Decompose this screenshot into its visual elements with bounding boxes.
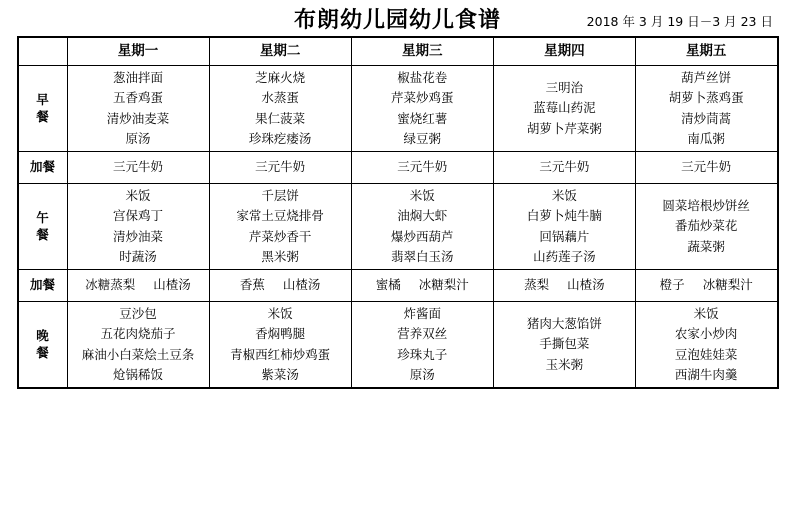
menu-item: 玉米粥 — [545, 356, 584, 372]
menu-cell — [635, 302, 777, 389]
menu-item: 炸酱面 — [403, 306, 441, 321]
menu-item: 豆泡娃娃菜 — [674, 346, 738, 362]
row-label-line: 餐 — [36, 226, 49, 242]
menu-item: 绿豆粥 — [403, 130, 441, 146]
menu-item: 葱油拌面 — [113, 70, 164, 85]
menu-item: 蒸梨 — [524, 277, 550, 293]
row-label-breakfast — [18, 66, 68, 152]
menu-item: 三元牛奶 — [113, 159, 164, 175]
row-label-line: 午 — [36, 209, 49, 225]
menu-item: 三元牛奶 — [681, 159, 732, 175]
menu-item: 清炒茼蒿 — [681, 110, 732, 126]
menu-item: 芹菜炒鸡蛋 — [390, 90, 454, 106]
menu-item: 农家小炒肉 — [674, 326, 738, 342]
menu-cell — [635, 270, 777, 302]
menu-cell — [67, 270, 209, 302]
menu-item: 米饭 — [125, 188, 151, 203]
column-header-wednesday: 星期三 — [351, 37, 493, 66]
menu-cell — [493, 270, 635, 302]
table-header-row — [18, 37, 778, 66]
menu-item: 手撕包菜 — [539, 336, 590, 352]
menu-item: 果仁菠菜 — [255, 110, 306, 126]
menu-cell — [493, 302, 635, 389]
row-label-line: 早 — [36, 91, 49, 107]
menu-item: 蓝莓山药泥 — [533, 100, 596, 116]
menu-cell — [209, 302, 351, 389]
menu-cell — [493, 184, 635, 270]
menu-cell — [67, 302, 209, 389]
menu-item: 青椒西红柿炒鸡蛋 — [230, 346, 331, 362]
menu-item: 米饭 — [551, 188, 577, 203]
column-header-monday: 星期一 — [67, 37, 209, 66]
menu-item: 家常土豆烧排骨 — [236, 208, 324, 224]
column-header-thursday: 星期四 — [493, 37, 635, 66]
menu-item: 原汤 — [125, 130, 151, 146]
menu-item: 宫保鸡丁 — [113, 208, 164, 224]
menu-cell — [209, 152, 351, 184]
menu-item: 五香鸡蛋 — [113, 90, 164, 106]
column-header-friday: 星期五 — [635, 37, 777, 66]
menu-item: 炝锅稀饭 — [113, 366, 164, 382]
menu-table — [17, 36, 779, 389]
menu-item: 爆炒西葫芦 — [390, 228, 454, 244]
menu-cell — [209, 66, 351, 152]
page-title: 布朗幼儿园幼儿食谱 — [293, 6, 501, 33]
menu-cell — [351, 270, 493, 302]
date-range: 2018 年 3 月 19 日－3 月 23 日 — [586, 14, 773, 29]
menu-item: 黑米粥 — [261, 248, 299, 264]
menu-item: 山楂汤 — [567, 277, 605, 293]
menu-item: 米饭 — [693, 306, 719, 321]
row-label-lunch — [18, 184, 68, 270]
menu-item: 原汤 — [409, 366, 435, 382]
menu-item: 营养双丝 — [397, 326, 448, 342]
row-label-afternoon-snack — [18, 270, 68, 302]
menu-item: 麻油小白菜烩土豆条 — [81, 346, 195, 362]
menu-item: 清炒油麦菜 — [106, 110, 170, 126]
row-label-line: 餐 — [36, 344, 49, 360]
menu-item: 葫芦丝饼 — [681, 70, 732, 85]
menu-cell — [351, 302, 493, 389]
row-label-dinner — [18, 302, 68, 389]
menu-item: 猪肉大葱馅饼 — [526, 316, 602, 332]
menu-item: 时蔬汤 — [119, 248, 157, 264]
document-header — [0, 0, 795, 36]
table-row — [18, 152, 778, 184]
menu-item: 油焖大虾 — [397, 208, 448, 224]
menu-item: 山药莲子汤 — [533, 248, 596, 264]
menu-cell — [67, 152, 209, 184]
menu-item: 回锅藕片 — [539, 228, 590, 244]
row-label-morning-snack — [18, 152, 68, 184]
menu-item: 香焖鸭腿 — [255, 326, 306, 342]
menu-item: 山楂汤 — [282, 277, 321, 293]
menu-item: 三元牛奶 — [397, 159, 448, 175]
menu-item: 蔬菜粥 — [687, 238, 725, 254]
table-row — [18, 184, 778, 270]
menu-cell — [67, 184, 209, 270]
table-row — [18, 270, 778, 302]
table-row — [18, 302, 778, 389]
menu-item: 千层饼 — [261, 188, 299, 203]
row-label-line: 餐 — [36, 108, 49, 124]
menu-item: 胡萝卜蒸鸡蛋 — [668, 90, 744, 106]
column-header-tuesday: 星期二 — [209, 37, 351, 66]
menu-item: 胡萝卜芹菜粥 — [526, 120, 602, 136]
menu-item: 三明治 — [545, 80, 584, 96]
menu-item: 清炒油菜 — [113, 228, 164, 244]
menu-item: 圆菜培根炒饼丝 — [662, 198, 750, 214]
menu-item: 芹菜炒香干 — [248, 228, 312, 244]
row-label-line: 晚 — [36, 327, 49, 343]
menu-item: 五花肉烧茄子 — [100, 326, 176, 342]
menu-item: 冰糖蒸梨 — [85, 277, 136, 293]
menu-cell — [351, 152, 493, 184]
menu-cell — [635, 66, 777, 152]
row-label-line: 加餐 — [29, 277, 55, 293]
menu-cell — [209, 270, 351, 302]
menu-item: 椒盐花卷 — [397, 70, 448, 85]
menu-item: 芝麻火烧 — [255, 70, 306, 85]
menu-item: 翡翠白玉汤 — [390, 248, 454, 264]
table-row — [18, 66, 778, 152]
menu-item: 番茄炒菜花 — [674, 218, 738, 234]
menu-item: 冰糖梨汁 — [418, 277, 469, 293]
menu-item: 白萝卜炖牛腩 — [526, 208, 602, 224]
menu-cell — [493, 152, 635, 184]
menu-item: 西湖牛肉羹 — [674, 366, 738, 382]
menu-cell — [493, 66, 635, 152]
menu-item: 珍珠丸子 — [397, 346, 448, 362]
menu-item: 三元牛奶 — [539, 159, 590, 175]
menu-item: 珍珠疙瘘汤 — [248, 130, 312, 146]
menu-item: 豆沙包 — [119, 306, 157, 321]
menu-item: 紫菜汤 — [261, 366, 299, 382]
menu-cell — [209, 184, 351, 270]
menu-item: 蜜烧红薯 — [397, 110, 448, 126]
menu-cell — [67, 66, 209, 152]
menu-item: 南瓜粥 — [687, 130, 725, 146]
menu-item: 水蒸蛋 — [261, 90, 299, 106]
table-corner-cell — [18, 37, 68, 66]
menu-item: 香蕉 — [239, 277, 265, 293]
menu-item: 冰糖梨汁 — [702, 277, 753, 293]
menu-item: 米饭 — [267, 306, 293, 321]
menu-cell — [635, 152, 777, 184]
menu-cell — [635, 184, 777, 270]
row-label-line: 加餐 — [29, 159, 55, 175]
menu-cell — [351, 184, 493, 270]
menu-item: 米饭 — [409, 188, 435, 203]
menu-item: 山楂汤 — [153, 277, 191, 293]
menu-cell — [351, 66, 493, 152]
menu-item: 三元牛奶 — [255, 159, 306, 175]
menu-item: 橙子 — [659, 277, 685, 293]
menu-item: 蜜橘 — [375, 277, 401, 293]
